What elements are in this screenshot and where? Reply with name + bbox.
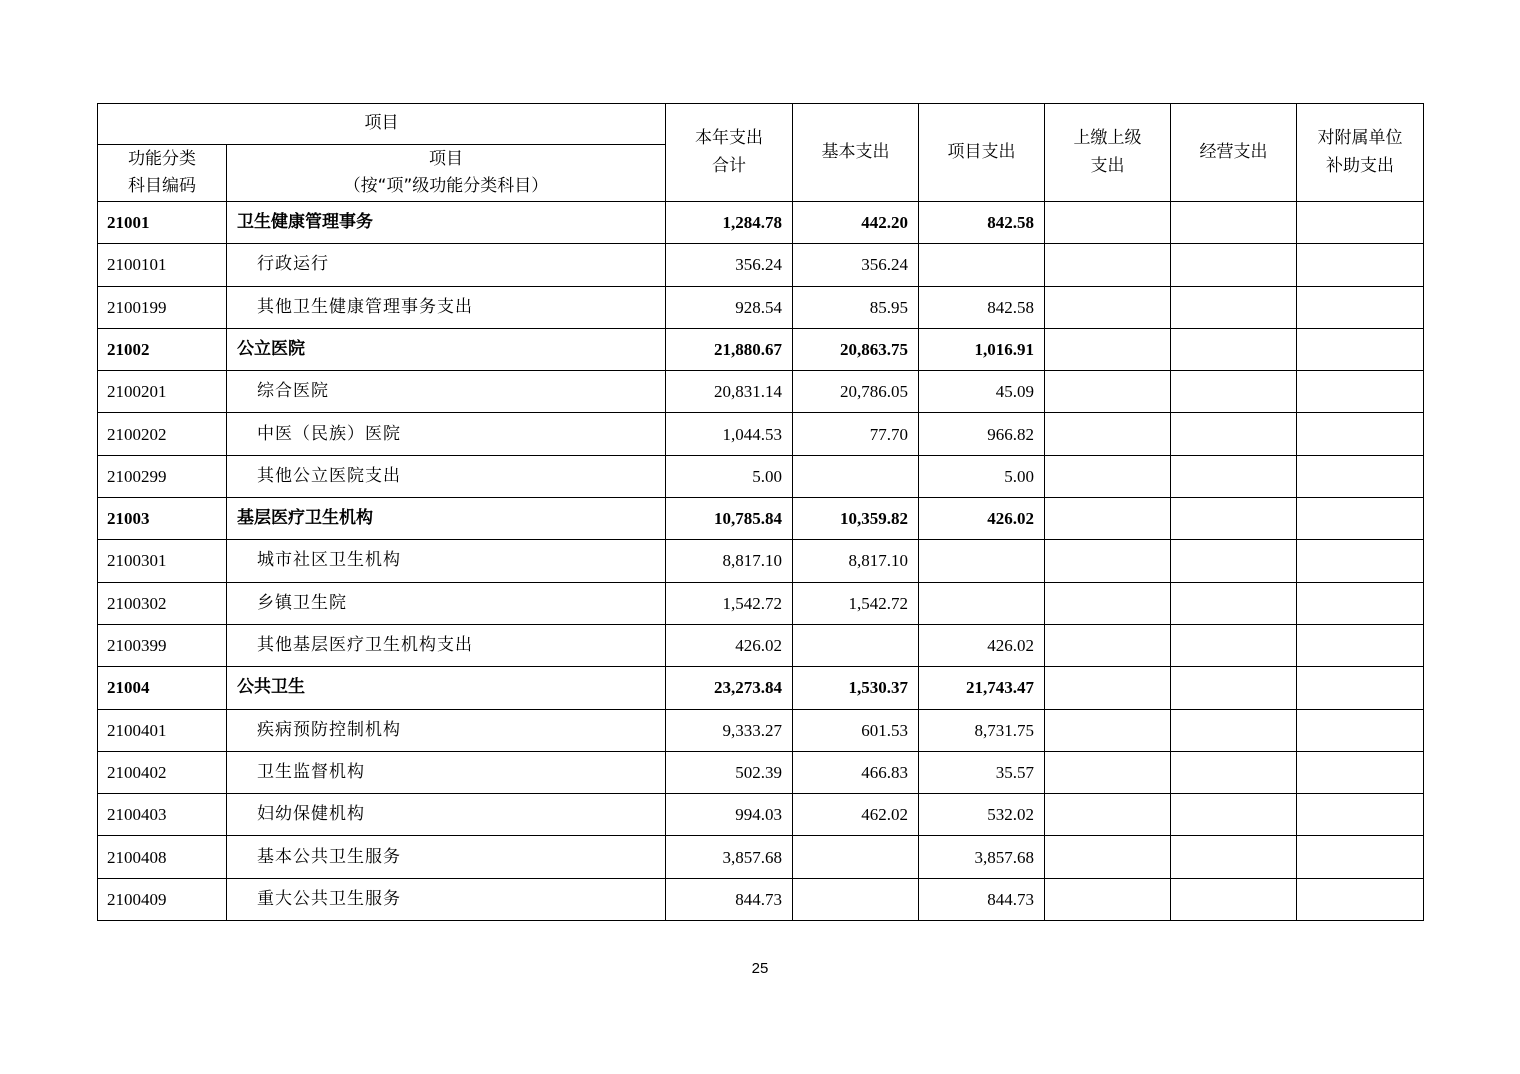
cell-remit [1045, 540, 1171, 582]
expenditure-table [97, 103, 1424, 921]
table-row [98, 498, 1424, 540]
cell-name: 疾病预防控制机构 [227, 709, 666, 751]
cell-subsidy [1297, 624, 1424, 666]
header-item-group: 项目 [98, 104, 666, 145]
table-row [98, 667, 1424, 709]
table-row [98, 455, 1424, 497]
cell-operating [1171, 328, 1297, 370]
header-remit-line2: 支出 [1090, 155, 1125, 176]
cell-subsidy [1297, 371, 1424, 413]
cell-project: 842.58 [919, 202, 1045, 244]
cell-total: 20,831.14 [666, 371, 793, 413]
cell-basic: 1,542.72 [793, 582, 919, 624]
cell-code: 2100101 [98, 244, 227, 286]
page-number: 25 [751, 960, 769, 977]
cell-remit [1045, 244, 1171, 286]
cell-subsidy [1297, 202, 1424, 244]
table-row [98, 794, 1424, 836]
table-row [98, 244, 1424, 286]
cell-subsidy [1297, 328, 1424, 370]
cell-name: 其他卫生健康管理事务支出 [227, 286, 666, 328]
cell-operating [1171, 667, 1297, 709]
cell-operating [1171, 794, 1297, 836]
cell-total: 8,817.10 [666, 540, 793, 582]
cell-basic: 20,863.75 [793, 328, 919, 370]
cell-subsidy [1297, 540, 1424, 582]
cell-total: 23,273.84 [666, 667, 793, 709]
cell-code: 21001 [98, 202, 227, 244]
cell-project: 844.73 [919, 878, 1045, 920]
table-row [98, 836, 1424, 878]
cell-basic: 462.02 [793, 794, 919, 836]
header-operating: 经营支出 [1171, 104, 1297, 202]
cell-operating [1171, 286, 1297, 328]
cell-name: 公共卫生 [227, 667, 666, 709]
cell-total: 928.54 [666, 286, 793, 328]
table-row [98, 540, 1424, 582]
cell-code: 2100301 [98, 540, 227, 582]
cell-remit [1045, 413, 1171, 455]
cell-subsidy [1297, 709, 1424, 751]
header-total-line2: 合计 [712, 155, 746, 176]
cell-name: 其他基层医疗卫生机构支出 [227, 624, 666, 666]
cell-basic: 10,359.82 [793, 498, 919, 540]
cell-remit [1045, 667, 1171, 709]
cell-project: 5.00 [919, 455, 1045, 497]
cell-project: 3,857.68 [919, 836, 1045, 878]
cell-subsidy [1297, 286, 1424, 328]
cell-remit [1045, 328, 1171, 370]
cell-project [919, 244, 1045, 286]
cell-subsidy [1297, 667, 1424, 709]
cell-operating [1171, 202, 1297, 244]
cell-code: 2100201 [98, 371, 227, 413]
header-item-line1: 项目 [429, 148, 463, 169]
cell-project: 426.02 [919, 498, 1045, 540]
cell-project: 21,743.47 [919, 667, 1045, 709]
cell-operating [1171, 371, 1297, 413]
cell-project: 1,016.91 [919, 328, 1045, 370]
table-row [98, 582, 1424, 624]
cell-operating [1171, 751, 1297, 793]
header-subsidy [1297, 104, 1424, 202]
cell-name: 中医（民族）医院 [227, 413, 666, 455]
header-total-line1: 本年支出 [695, 128, 763, 149]
cell-remit [1045, 836, 1171, 878]
cell-total: 994.03 [666, 794, 793, 836]
cell-remit [1045, 794, 1171, 836]
cell-subsidy [1297, 836, 1424, 878]
cell-basic: 77.70 [793, 413, 919, 455]
cell-operating [1171, 582, 1297, 624]
cell-remit [1045, 286, 1171, 328]
cell-subsidy [1297, 878, 1424, 920]
header-remit-line1: 上缴上级 [1073, 128, 1142, 149]
cell-subsidy [1297, 413, 1424, 455]
cell-operating [1171, 878, 1297, 920]
cell-name: 卫生监督机构 [227, 751, 666, 793]
cell-subsidy [1297, 244, 1424, 286]
table-row [98, 371, 1424, 413]
cell-project: 532.02 [919, 794, 1045, 836]
cell-code: 21004 [98, 667, 227, 709]
cell-remit [1045, 624, 1171, 666]
cell-remit [1045, 455, 1171, 497]
cell-subsidy [1297, 751, 1424, 793]
cell-remit [1045, 582, 1171, 624]
cell-code: 21003 [98, 498, 227, 540]
cell-code: 2100299 [98, 455, 227, 497]
header-basic: 基本支出 [793, 104, 919, 202]
cell-operating [1171, 540, 1297, 582]
cell-subsidy [1297, 455, 1424, 497]
cell-total: 844.73 [666, 878, 793, 920]
cell-total: 10,785.84 [666, 498, 793, 540]
header-project: 项目支出 [919, 104, 1045, 202]
cell-operating [1171, 498, 1297, 540]
cell-total: 502.39 [666, 751, 793, 793]
cell-code: 2100399 [98, 624, 227, 666]
cell-operating [1171, 455, 1297, 497]
cell-operating [1171, 836, 1297, 878]
header-subsidy-line2: 补助支出 [1326, 155, 1394, 176]
header-item-line2: （按“项”级功能分类科目） [343, 176, 549, 196]
cell-basic: 356.24 [793, 244, 919, 286]
cell-code: 21002 [98, 328, 227, 370]
cell-basic: 442.20 [793, 202, 919, 244]
cell-name: 其他公立医院支出 [227, 455, 666, 497]
cell-code: 2100409 [98, 878, 227, 920]
cell-project: 426.02 [919, 624, 1045, 666]
cell-basic [793, 836, 919, 878]
cell-basic: 20,786.05 [793, 371, 919, 413]
cell-name: 公立医院 [227, 328, 666, 370]
cell-total: 1,044.53 [666, 413, 793, 455]
cell-project: 966.82 [919, 413, 1045, 455]
table-row [98, 709, 1424, 751]
cell-name: 综合医院 [227, 371, 666, 413]
cell-code: 2100408 [98, 836, 227, 878]
cell-name: 妇幼保健机构 [227, 794, 666, 836]
cell-name: 乡镇卫生院 [227, 582, 666, 624]
cell-project: 45.09 [919, 371, 1045, 413]
cell-code: 2100202 [98, 413, 227, 455]
cell-total: 1,284.78 [666, 202, 793, 244]
cell-basic [793, 624, 919, 666]
cell-operating [1171, 244, 1297, 286]
header-item [227, 145, 666, 202]
table-row [98, 328, 1424, 370]
cell-name: 行政运行 [227, 244, 666, 286]
cell-code: 2100199 [98, 286, 227, 328]
table-row [98, 878, 1424, 920]
cell-total: 3,857.68 [666, 836, 793, 878]
header-code [98, 145, 227, 202]
cell-name: 城市社区卫生机构 [227, 540, 666, 582]
cell-total: 426.02 [666, 624, 793, 666]
cell-total: 356.24 [666, 244, 793, 286]
cell-basic [793, 455, 919, 497]
cell-operating [1171, 709, 1297, 751]
cell-remit [1045, 709, 1171, 751]
cell-total: 5.00 [666, 455, 793, 497]
cell-total: 1,542.72 [666, 582, 793, 624]
cell-project [919, 582, 1045, 624]
cell-basic [793, 878, 919, 920]
cell-remit [1045, 202, 1171, 244]
cell-remit [1045, 498, 1171, 540]
cell-subsidy [1297, 582, 1424, 624]
cell-code: 2100403 [98, 794, 227, 836]
header-subsidy-line1: 对附属单位 [1317, 128, 1403, 149]
table-row [98, 751, 1424, 793]
cell-project [919, 540, 1045, 582]
cell-name: 基层医疗卫生机构 [227, 498, 666, 540]
cell-basic: 85.95 [793, 286, 919, 328]
cell-basic: 466.83 [793, 751, 919, 793]
cell-subsidy [1297, 794, 1424, 836]
cell-remit [1045, 878, 1171, 920]
header-code-line1: 功能分类 [128, 148, 196, 169]
table-row [98, 202, 1424, 244]
cell-code: 2100402 [98, 751, 227, 793]
cell-code: 2100302 [98, 582, 227, 624]
cell-remit [1045, 751, 1171, 793]
cell-total: 9,333.27 [666, 709, 793, 751]
cell-subsidy [1297, 498, 1424, 540]
cell-basic: 601.53 [793, 709, 919, 751]
table-row [98, 624, 1424, 666]
table-row [98, 413, 1424, 455]
cell-project: 35.57 [919, 751, 1045, 793]
cell-operating [1171, 413, 1297, 455]
table-row [98, 286, 1424, 328]
cell-remit [1045, 371, 1171, 413]
cell-project: 842.58 [919, 286, 1045, 328]
table-body [98, 104, 1424, 921]
cell-project: 8,731.75 [919, 709, 1045, 751]
header-row-top [98, 104, 1424, 145]
cell-basic: 8,817.10 [793, 540, 919, 582]
cell-code: 2100401 [98, 709, 227, 751]
cell-total: 21,880.67 [666, 328, 793, 370]
header-total [666, 104, 793, 202]
cell-name: 卫生健康管理事务 [227, 202, 666, 244]
header-code-line2: 科目编码 [128, 176, 196, 196]
cell-basic: 1,530.37 [793, 667, 919, 709]
header-remit [1045, 104, 1171, 202]
cell-name: 基本公共卫生服务 [227, 836, 666, 878]
cell-name: 重大公共卫生服务 [227, 878, 666, 920]
cell-operating [1171, 624, 1297, 666]
